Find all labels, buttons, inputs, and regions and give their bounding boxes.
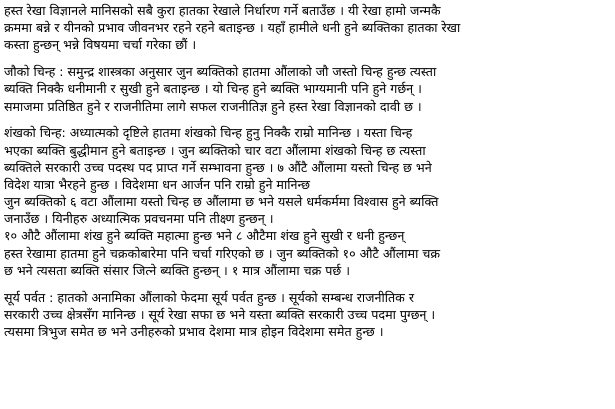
text-line: सूर्य पर्वत : हातको अनामिका औंलाको फेदमा सूर्य पर्वत हुन्छ । सूर्यको सम्बन्ध राजनीतिक र bbox=[4, 289, 414, 305]
text-line: ब्यक्ति निक्कै धनीमानी र सुखी हुने बताइन्छ । यो चिन्ह हुने ब्यक्ति भाग्यमानी पनि हुने गर्छन् । bbox=[4, 81, 422, 97]
paragraph-spacer bbox=[4, 279, 615, 289]
text-line: शंखको चिन्ह: अध्यात्मको दृष्टिले हातमा शंखको चिन्ह हुनु निक्कै राम्रो मानिन्छ । यस्ता चिन्ह bbox=[4, 125, 413, 141]
paragraph-sun-mount bbox=[4, 289, 615, 341]
paragraph-spacer bbox=[4, 54, 615, 64]
document-body bbox=[4, 2, 615, 409]
text-line: त्यसमा त्रिभुज समेत छ भने उनीहरुको प्रभाव देशमा मात्र होइन विदेशमा समेत हुन्छ । bbox=[4, 323, 384, 339]
text-line: छ भने त्यसता ब्यक्ति संसार जित्ने ब्यक्ति हुन्छन् । १ मात्र औंलामा चक्र पर्छ । bbox=[4, 262, 351, 278]
text-line: जनाउँछ । यिनीहरु अध्यात्मिक प्रवचनमा पनि तीक्ष्ण हुन्छन् । bbox=[4, 211, 274, 227]
text-line: क्रममा बन्ने र यीनको प्रभाव जीवनभर रहने रहने बताइन्छ । यहाँ हामीले धनी हुने ब्यक्तिका हातका रेखा bbox=[4, 20, 461, 36]
paragraph-spacer bbox=[4, 115, 615, 125]
paragraph-conch-sign bbox=[4, 124, 615, 279]
text-line: जौको चिन्ह : समुन्द्र शास्त्रका अनुसार जुन ब्यक्तिको हातमा औंलाको जौ जस्तो चिन्ह हुन्छ त्यस्ता bbox=[4, 64, 437, 80]
text-line: १० औटै औंलामा शंख हुने ब्यक्ति महात्मा हुन्छ भने ८ औटैमा शंख हुने सुखी र धनी हुन्छन् bbox=[4, 228, 405, 244]
text-line: हस्त रेखा विज्ञानले मानिसको सबै कुरा हातका रेखाले निर्धारण गर्ने बताउँछ । यी रेखा हामो जन्मकै bbox=[4, 3, 441, 18]
text-line: ब्यक्तिले सरकारी उच्च पदस्थ पद प्राप्त गर्ने सम्भावना हुन्छ । ७ औंटै औंलामा यस्तो चिन्ह छ भने bbox=[4, 159, 432, 175]
paragraph-hand-lines-intro bbox=[4, 2, 615, 54]
text-line: विदेश यात्रा भैरहने हुन्छ । विदेशमा धन आर्जन पनि राम्रो हुने मानिन्छ bbox=[4, 176, 310, 192]
text-line: कस्ता हुन्छन् भन्ने विषयमा चर्चा गरेका छौं । bbox=[4, 37, 197, 53]
paragraph-barley-sign bbox=[4, 63, 615, 115]
text-line: जुन ब्यक्तिको ६ वटा औंलामा यस्तो चिन्ह छ औंलामा छ भने यसले धर्मकर्ममा विश्वास हुने ब्यक्ति bbox=[4, 194, 439, 210]
text-line: सरकारी उच्च क्षेत्रसँग मानिन्छ । सूर्य रेखा सफा छ भने यस्ता ब्यक्ति सरकारी उच्च पदमा पुग्छन् । bbox=[4, 306, 436, 322]
text-line: समाजमा प्रतिष्ठित हुने र राजनीतिमा लागे सफल राजनीतिज्ञ हुने हस्त रेखा विज्ञानको दावी छ । bbox=[4, 98, 422, 114]
text-line: भएका ब्यक्ति बुद्धीमान हुने बताइन्छ । जुन ब्यक्तिको चार वटा औंलामा शंखको चिन्ह छ त्यस्ता bbox=[4, 142, 426, 158]
text-line: हस्त रेखामा हातमा हुने चक्रकोबारेमा पनि चर्चा गरिएको छ । जुन ब्यक्तिको १० औटै औंलामा चक्र bbox=[4, 245, 441, 261]
